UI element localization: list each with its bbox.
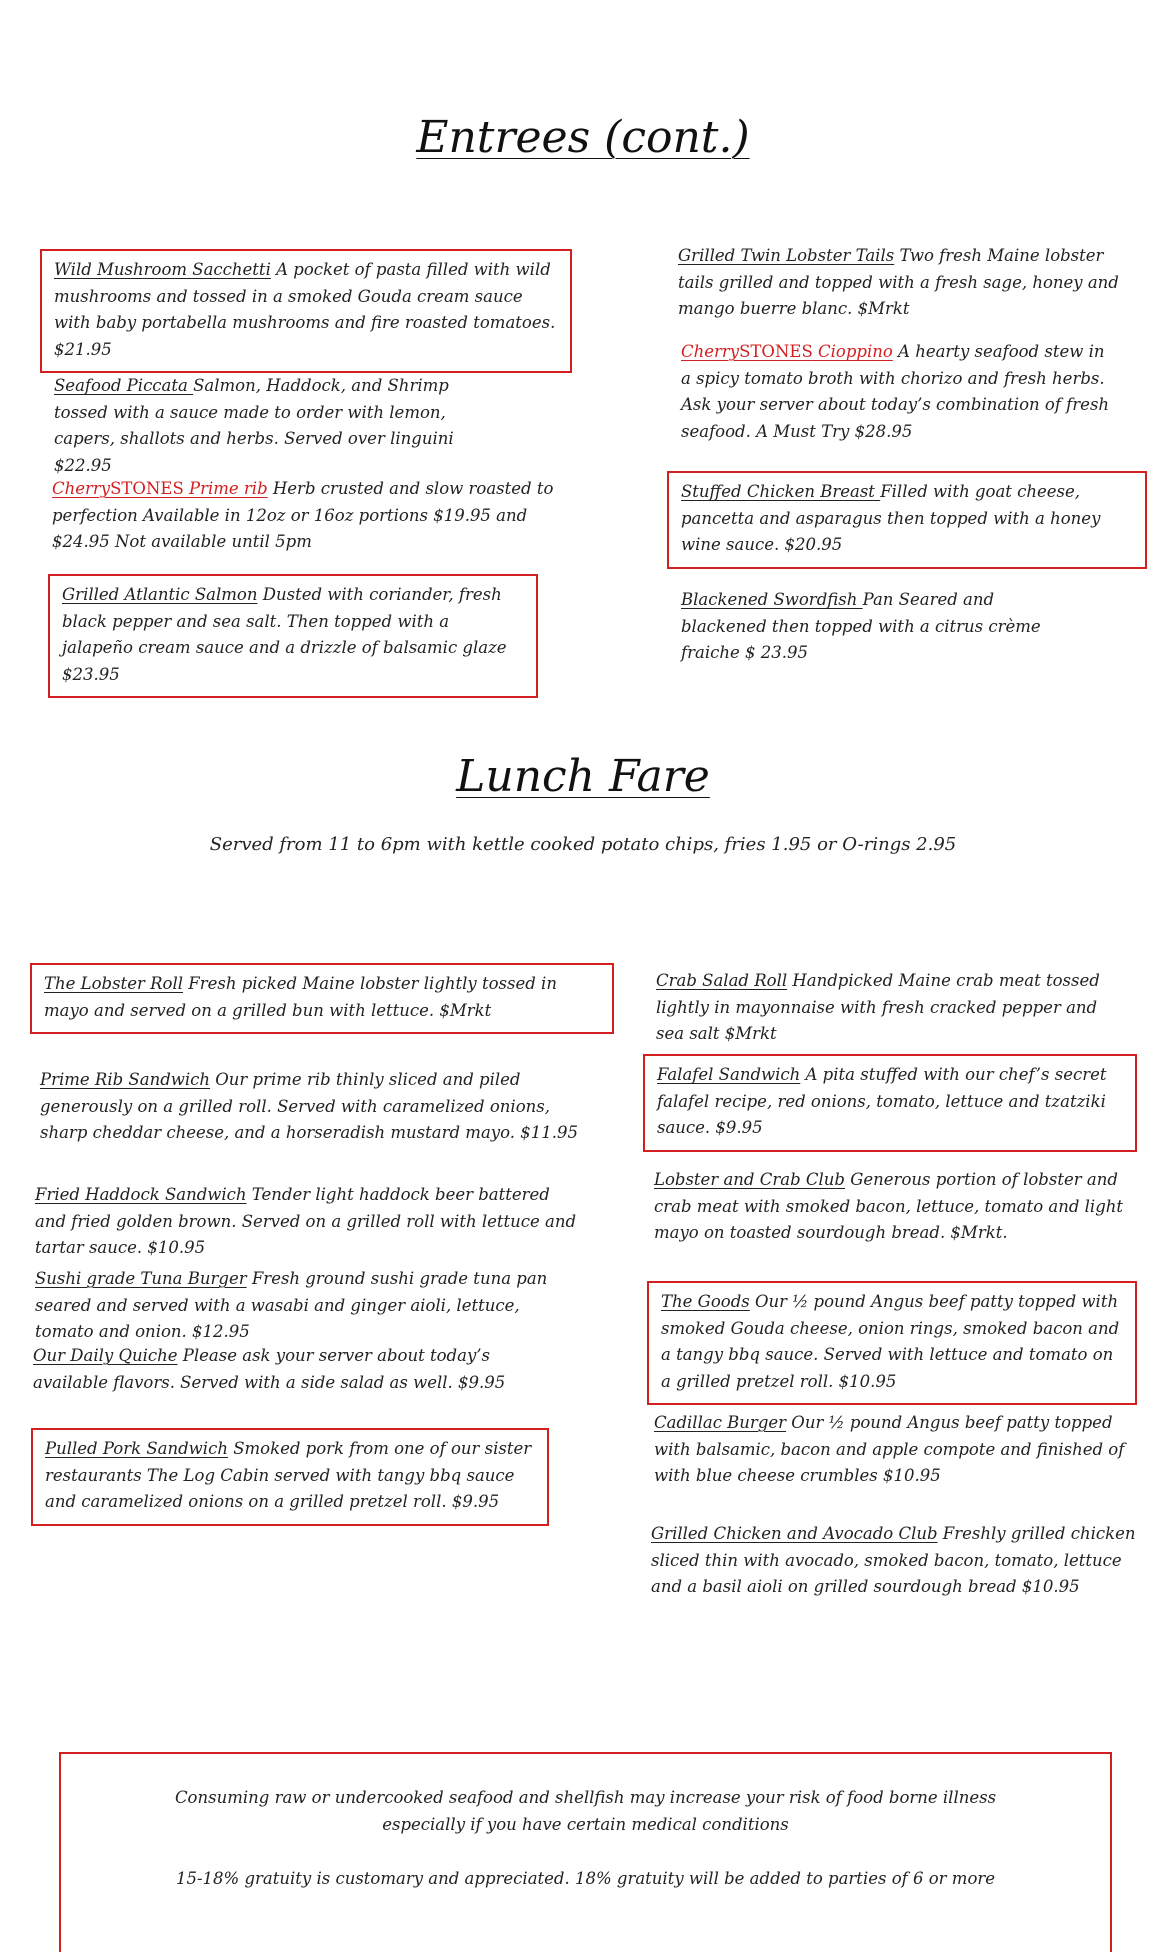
item-desc: Our ½ pound Angus beef patty topped with balsamic, bacon and apple compote and finished of with blue cheese crumbles $10.95 [654, 1413, 1125, 1485]
item-name: Our Daily Quiche [33, 1346, 178, 1365]
menu-item-blackened-swordfish [681, 587, 1081, 667]
item-desc: Salmon, Haddock, and Shrimp tossed with a sauce made to order with lemon, capers, shallots and herbs. Served over linguini $22.95 [54, 376, 454, 475]
item-name: Grilled Twin Lobster Tails [678, 246, 895, 265]
item-desc: Smoked pork from one of our sister restaurants The Log Cabin served with tangy bbq sauce and caramelized onions on a grilled pretzel roll. $9.95 [45, 1439, 532, 1511]
item-desc: Please ask your server about today’s available flavors. Served with a side salad as well. $9.95 [33, 1346, 506, 1392]
lunch-subtitle: Served from 11 to 6pm with kettle cooked potato chips, fries 1.95 or O-rings 2.95 [209, 834, 957, 855]
menu-item-fried-haddock-sandwich [35, 1182, 580, 1262]
menu-item-the-goods [647, 1281, 1137, 1405]
food-safety-warning: Consuming raw or undercooked seafood and shellfish may increase your risk of food borne illness especially if you have certain medical conditions [174, 1788, 997, 1834]
item-desc: A pita stuffed with our chef’s secret falafel recipe, red onions, tomato, lettuce and tzatziki sauce. $9.95 [657, 1065, 1107, 1137]
notice-box [59, 1752, 1112, 1952]
item-desc: Two fresh Maine lobster tails grilled and topped with a fresh sage, honey and mango buerre blanc. $Mrkt [678, 246, 1119, 318]
menu-item-cadillac-burger [654, 1410, 1154, 1490]
item-desc: Freshly grilled chicken sliced thin with avocado, smoked bacon, tomato, lettuce and a basil aioli on grilled sourdough bread $10.95 [651, 1524, 1136, 1596]
item-name: CherrySTONES Cioppino [681, 342, 893, 361]
item-name: Prime Rib Sandwich [40, 1070, 211, 1089]
item-desc: Filled with goat cheese, pancetta and asparagus then topped with a honey wine sauce. $20.95 [681, 482, 1101, 554]
item-name: Falafel Sandwich [657, 1065, 801, 1084]
item-desc: Our ½ pound Angus beef patty topped with smoked Gouda cheese, onion rings, smoked bacon and a tangy bbq sauce. Served with lettuce and tomato on a grilled pretzel roll. $10.95 [661, 1292, 1120, 1391]
menu-item-grilled-chicken-avocado-club [651, 1521, 1141, 1601]
item-name: The Goods [661, 1292, 750, 1311]
item-name: Crab Salad Roll [656, 971, 788, 990]
item-name: Fried Haddock Sandwich [35, 1185, 247, 1204]
gratuity-notice: 15-18% gratuity is customary and appreciated. 18% gratuity will be added to parties of 6 or more [175, 1869, 996, 1888]
item-name: Pulled Pork Sandwich [45, 1439, 228, 1458]
item-desc: A pocket of pasta filled with wild mushrooms and tossed in a smoked Gouda cream sauce with baby portabella mushrooms and fire roasted tomatoes. $21.95 [54, 260, 556, 359]
item-name: Sushi grade Tuna Burger [35, 1269, 247, 1288]
lunch-heading: Lunch Fare [456, 751, 710, 802]
item-desc: Pan Seared and blackened then topped with a citrus crème fraiche $ 23.95 [681, 590, 1041, 662]
menu-item-sushi-tuna-burger [35, 1266, 575, 1346]
menu-item-cherrystones-prime-rib [52, 476, 572, 556]
item-desc: Herb crusted and slow roasted to perfection Available in 12oz or 16oz portions $19.95 and $24.95 Not available until 5pm [52, 479, 554, 551]
menu-item-crab-salad-roll [656, 968, 1106, 1048]
item-desc: Tender light haddock beer battered and fried golden brown. Served on a grilled roll with lettuce and tartar sauce. $10.95 [35, 1185, 577, 1257]
item-name: Grilled Atlantic Salmon [62, 585, 258, 604]
item-name: CherrySTONES Prime rib [52, 479, 268, 498]
item-name: Lobster and Crab Club [654, 1170, 845, 1189]
menu-item-stuffed-chicken-breast [667, 471, 1147, 569]
item-name: Seafood Piccata [54, 376, 194, 395]
menu-item-grilled-twin-lobster-tails [678, 243, 1128, 323]
item-name: Cadillac Burger [654, 1413, 787, 1432]
menu-item-lobster-crab-club [654, 1167, 1124, 1247]
item-desc: Handpicked Maine crab meat tossed lightly in mayonnaise with fresh cracked pepper and sea salt $Mrkt [656, 971, 1100, 1043]
item-desc: A hearty seafood stew in a spicy tomato broth with chorizo and fresh herbs. Ask your server about today’s combination of fresh seafood. A Must Try $28.95 [681, 342, 1110, 441]
item-name: Grilled Chicken and Avocado Club [651, 1524, 938, 1543]
menu-item-prime-rib-sandwich [40, 1067, 580, 1147]
menu-item-daily-quiche [33, 1343, 563, 1396]
item-name: The Lobster Roll [44, 974, 184, 993]
item-name: Wild Mushroom Sacchetti [54, 260, 271, 279]
menu-item-lobster-roll [30, 963, 614, 1034]
item-desc: Our prime rib thinly sliced and piled generously on a grilled roll. Served with caramelized onions, sharp cheddar cheese, and a horseradish mustard mayo. $11.95 [40, 1070, 578, 1142]
menu-item-pulled-pork-sandwich [31, 1428, 549, 1526]
item-desc: Fresh picked Maine lobster lightly tossed in mayo and served on a grilled bun with lettuce. $Mrkt [44, 974, 557, 1020]
item-name: Blackened Swordfish [681, 590, 863, 609]
item-desc: Dusted with coriander, fresh black pepper and sea salt. Then topped with a jalapeño cream sauce and a drizzle of balsamic glaze $23.95 [62, 585, 507, 684]
item-desc: Fresh ground sushi grade tuna pan seared and served with a wasabi and ginger aioli, lettuce, tomato and onion. $12.95 [35, 1269, 548, 1341]
menu-item-grilled-atlantic-salmon [48, 574, 538, 698]
item-desc: Generous portion of lobster and crab meat with smoked bacon, lettuce, tomato and light mayo on toasted sourdough bread. $Mrkt. [654, 1170, 1124, 1242]
menu-item-cherrystones-cioppino [681, 339, 1117, 445]
menu-item-wild-mushroom-sacchetti [40, 249, 572, 373]
item-name: Stuffed Chicken Breast [681, 482, 881, 501]
menu-item-falafel-sandwich [643, 1054, 1137, 1152]
entrees-heading: Entrees (cont.) [416, 112, 750, 163]
menu-item-seafood-piccata [54, 373, 454, 479]
